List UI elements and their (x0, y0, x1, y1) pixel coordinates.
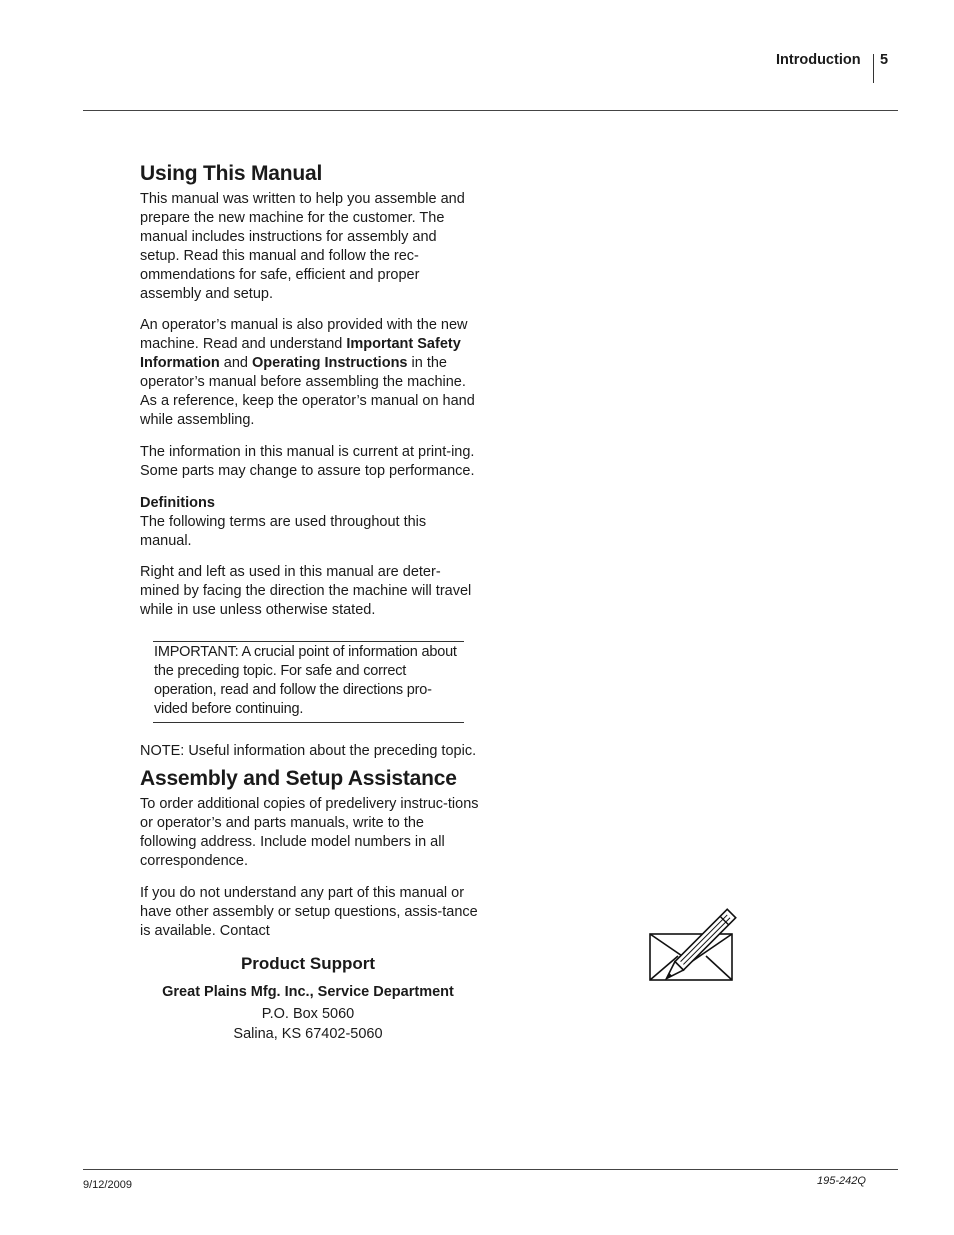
header-divider (873, 54, 874, 83)
para2-start: An operator’s manual is also provided with the new machine. Read and understand (140, 317, 468, 353)
definitions-heading: Definitions (140, 494, 215, 511)
using-manual-para-2 (140, 316, 480, 429)
using-manual-para-1: This manual was written to help you assemble and prepare the new machine for the customer. The manual includes instructions for assembly and setup. Read this manual and follow the rec-ommendations for safe, efficient and proper assembly and setup. (140, 191, 465, 302)
bottom-rule (83, 1169, 898, 1170)
header-section-title: Introduction (776, 52, 861, 68)
footer-date: 9/12/2009 (83, 1179, 132, 1191)
product-support-title: Product Support (240, 954, 376, 974)
support-po-box: P.O. Box 5060 (261, 1006, 355, 1023)
definitions-para-2: Right and left as used in this manual are deter-mined by facing the direction the machine will travel while in use unless otherwise stated. (140, 564, 472, 619)
using-manual-heading: Using This Manual (140, 162, 323, 185)
using-manual-para-3: The information in this manual is current at print-ing. Some parts may change to assure top performance. (140, 443, 475, 479)
support-city: Salina, KS 67402-5060 (233, 1026, 383, 1043)
support-company: Great Plains Mfg. Inc., Service Department (162, 984, 454, 1001)
main-column (140, 161, 480, 1044)
note-text: NOTE: Useful information about the preceding topic. (140, 743, 477, 760)
top-rule (83, 110, 898, 111)
footer-doc-number: 195-242Q (817, 1175, 866, 1187)
product-support-block (140, 954, 476, 1044)
assembly-para-1: To order additional copies of predelivery instruc-tions or operator’s and parts manuals, write to the following address. Include model numbers in all correspondence. (140, 796, 479, 869)
para2-mid: and (219, 355, 252, 372)
para2-bold-safety: Important Safety Information (140, 336, 461, 372)
page-number: 5 (880, 52, 889, 68)
para2-end: in the operator’s manual before assembling the machine. As a reference, keep the operator’s manual on hand while assembling. (140, 355, 475, 428)
important-callout: IMPORTANT: A crucial point of information about the preceding topic. For safe and correct operation, read and follow the directions pro-vided before continuing. (153, 641, 464, 723)
assembly-para-2: If you do not understand any part of this manual or have other assembly or setup questions, assis-tance is available. Contact (140, 884, 478, 939)
envelope-with-pencil-icon (648, 906, 740, 996)
para2-bold-operating: Operating Instructions (252, 355, 408, 372)
definitions-para-1: The following terms are used throughout this manual. (140, 513, 427, 549)
assembly-heading: Assembly and Setup Assistance (140, 767, 457, 791)
